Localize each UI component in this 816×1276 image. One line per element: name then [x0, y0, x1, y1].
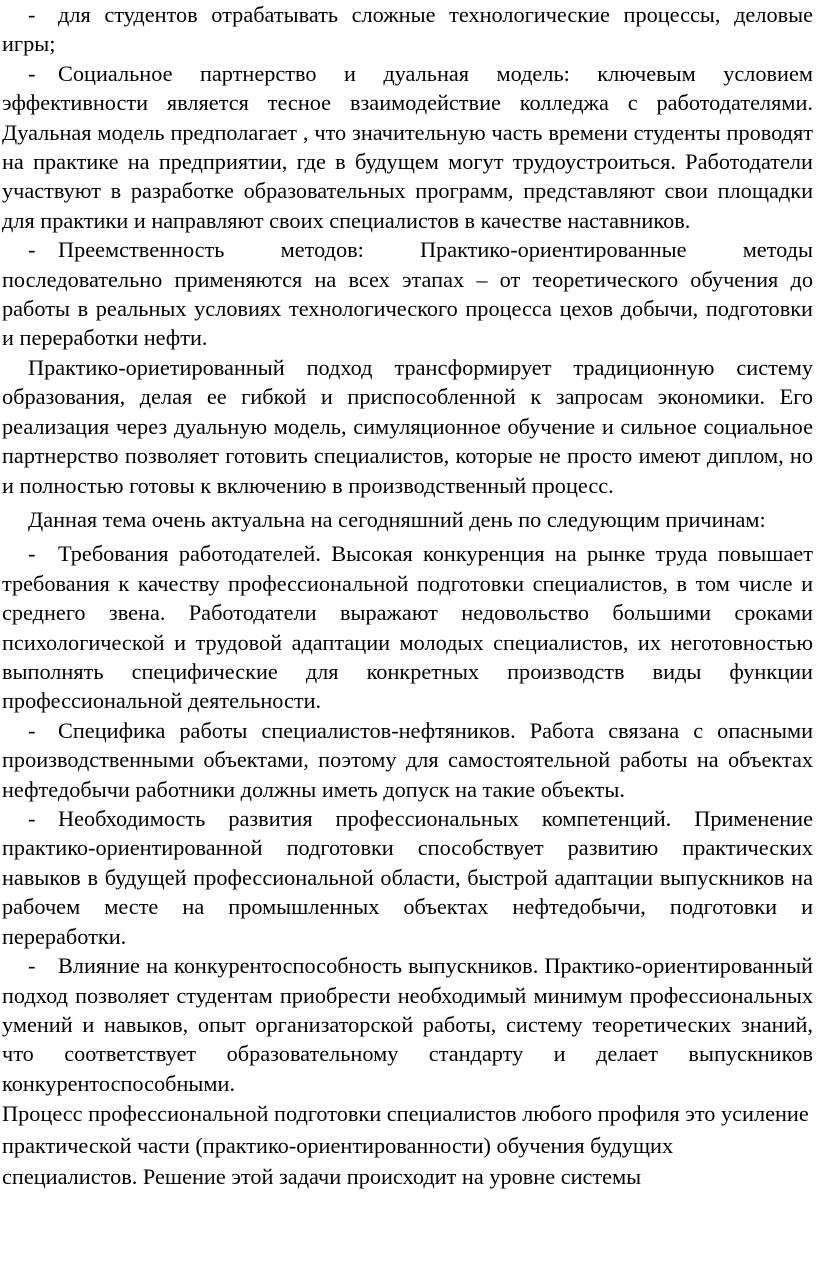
paragraph-bullet-competencies: [2, 804, 813, 951]
paragraph-relevance-intro: [2, 504, 813, 536]
paragraph-bullet-employers: [2, 539, 813, 715]
dash-marker: -: [28, 2, 36, 27]
dash-marker: -: [28, 541, 36, 567]
dash-marker: -: [28, 237, 36, 263]
dash-marker: -: [28, 953, 36, 979]
dash-marker: -: [28, 60, 36, 86]
paragraph-text: Данная тема очень актуальна на сегодняшний день по следующим причинам:: [28, 506, 766, 532]
paragraph-text: Преемственность методов: Практико-ориентированные методы последовательно применяются на всех этапах – от теоретического обучения до работы в реальных условиях технологического процесса цехов добычи, подготовки и переработки нефти.: [2, 237, 813, 351]
paragraph-text: Социальное партнерство и дуальная модель: ключевым условием эффективности является тесное взаимодействие колледжа с работодателями. Дуальная модель предполагает , что значительную часть времени студенты проводят на практике на предприятии, где в будущем могут трудоустроиться. Работодатели участвуют в разработке образовательных программ, представляют свои площадки для практики и направляют своих специалистов в качестве наставников.: [2, 60, 813, 233]
paragraph-text: Процесс профессиональной подготовки специалистов любого профиля это усиление практической части (практико-ориентированности) обучения будущих специалистов. Решение этой задачи происходит на уровне системы: [2, 1101, 809, 1190]
paragraph-text: Специфика работы специалистов-нефтяников. Работа связана с опасными производственными объектами, поэтому для самостоятельной работы на объектах нефтедобычи работники должны иметь допуск на такие объекты.: [2, 717, 813, 802]
paragraph-text: для студентов отрабатывать сложные технологические процессы, деловые игры;: [2, 2, 813, 57]
paragraph-bullet-oil-specifics: [2, 716, 813, 804]
paragraph-text: Необходимость развития профессиональных компетенций. Применение практико-ориентированной подготовки способствует развитию практических навыков в будущей профессиональной области, быстрой адаптации выпускников на рабочем месте на промышленных объектах нефтедобычи, подготовки и переработки.: [2, 806, 813, 949]
paragraph-text: Требования работодателей. Высокая конкуренция на рынке труда повышает требования к качеству профессиональной подготовки специалистов, в том числе и среднего звена. Работодатели выражают недовольство большими сроками психологической и трудовой адаптации молодых специалистов, их неготовностью выполнять специфические для конкретных производств виды функции профессиональной деятельности.: [2, 541, 813, 714]
paragraph-bullet-2: [2, 59, 813, 235]
paragraph-text: Практико-ориетированный подход трансформирует традиционную систему образования, делая ее гибкой и приспособленной к запросам экономики. Его реализация через дуальную модель, симуляционное обучение и сильное социальное партнерство позволяет готовить специалистов, которые не просто имеют диплом, но и полностью готовы к включению в производственный процесс.: [2, 354, 813, 498]
paragraph-bullet-competitiveness: [2, 951, 813, 1098]
paragraph-training-process: [2, 1098, 813, 1193]
dash-marker: -: [28, 806, 36, 832]
paragraph-bullet-1: [2, 0, 813, 59]
dash-marker: -: [28, 717, 36, 743]
paragraph-text: Влияние на конкурентоспособность выпускников. Практико-ориентированный подход позволяет студентам приобрести необходимый минимум профессиональных умений и навыков, опыт организаторской работы, систему теоретических знаний, что соответствует образовательному стандарту и делает выпускников конкурентоспособными.: [2, 953, 813, 1096]
paragraph-practice-approach: [2, 353, 813, 500]
paragraph-bullet-3: [2, 235, 813, 353]
